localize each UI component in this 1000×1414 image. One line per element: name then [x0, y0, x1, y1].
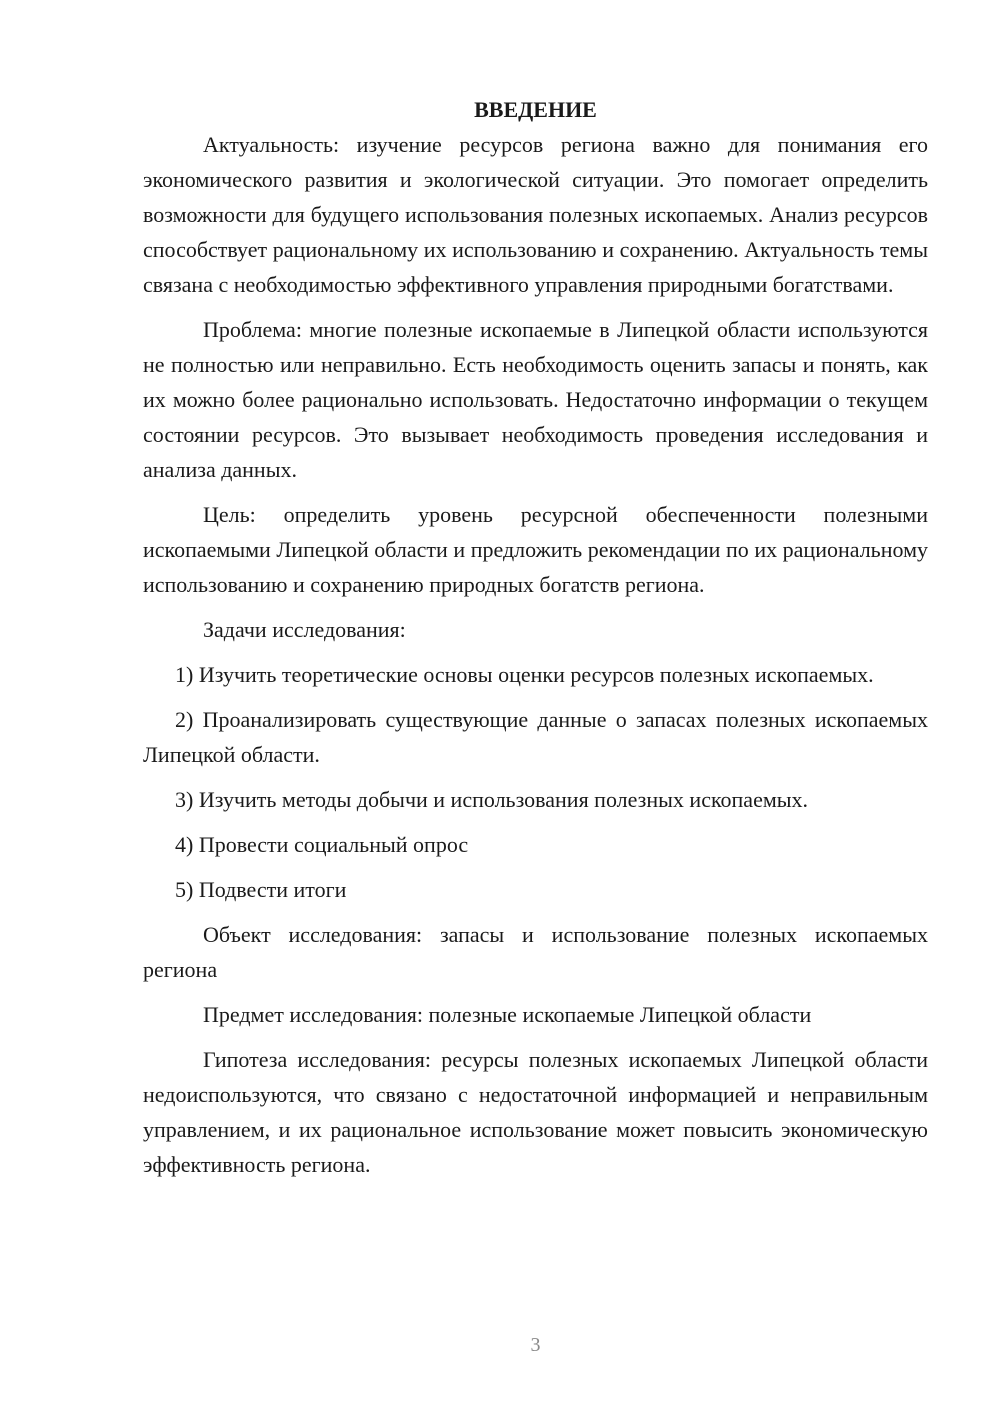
- task-item-1: 1) Изучить теоретические основы оценки ресурсов полезных ископаемых.: [175, 662, 874, 687]
- task-item-5: 5) Подвести итоги: [175, 877, 347, 902]
- object-paragraph: Объект исследования: запасы и использование полезных ископаемых региона: [143, 922, 928, 982]
- task-item-4: 4) Провести социальный опрос: [175, 832, 469, 857]
- hypothesis-paragraph: Гипотеза исследования: ресурсы полезных ископаемых Липецкой области недоиспользуются, что связано с недостаточной информацией и неправильным управлением, и их рациональное использование может повысить экономическую эффективность региона.: [143, 1047, 928, 1177]
- section-title: ВВЕДЕНИЕ: [474, 97, 597, 122]
- task-item-2: 2) Проанализировать существующие данные о запасах полезных ископаемых Липецкой области.: [143, 707, 928, 767]
- subject-paragraph: Предмет исследования: полезные ископаемые Липецкой области: [203, 1002, 812, 1027]
- problem-paragraph: Проблема: многие полезные ископаемые в Липецкой области используются не полностью или неправильно. Есть необходимость оценить запасы и понять, как их можно более рационально использовать. Недостаточно информации о текущем состоянии ресурсов. Это вызывает необходимость проведения исследования и анализа данных.: [143, 317, 928, 482]
- page-number: 3: [530, 1334, 541, 1356]
- document-page: [143, 92, 928, 1192]
- tasks-heading: Задачи исследования:: [203, 617, 406, 642]
- relevance-paragraph: Актуальность: изучение ресурсов региона важно для понимания его экономического развития и экологической ситуации. Это помогает определить возможности для будущего использования полезных ископаемых. Анализ ресурсов способствует рациональному их использованию и сохранению. Актуальность темы связана с необходимостью эффективного управления природными богатствами.: [143, 132, 928, 297]
- goal-paragraph: Цель: определить уровень ресурсной обеспеченности полезными ископаемыми Липецкой области и предложить рекомендации по их рациональному использованию и сохранению природных богатств региона.: [143, 502, 928, 597]
- task-item-3: 3) Изучить методы добычи и использования полезных ископаемых.: [175, 787, 809, 812]
